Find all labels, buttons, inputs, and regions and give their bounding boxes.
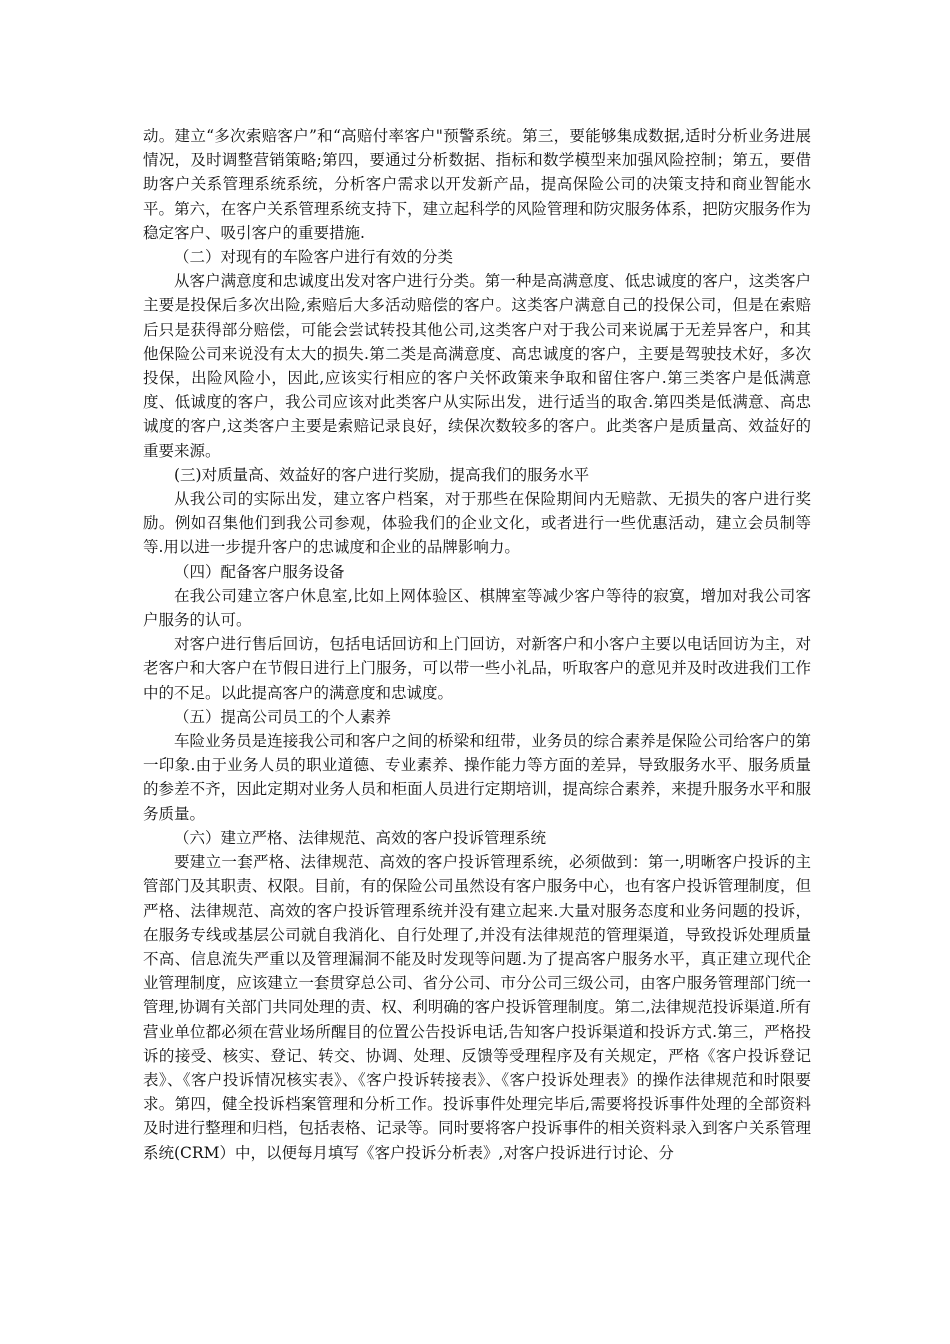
paragraph-staff: 车险业务员是连接我公司和客户之间的桥梁和纽带，业务员的综合素养是保险公司给客户的第一印象.由于业务人员的职业道德、专业素养、操作能力等方面的差异，导致服务水平、服务质量的参差不齐，因此定期对业务人员和柜面人员进行定期培训，提高综合素养，来提升服务水平和服务质量。 bbox=[143, 732, 811, 823]
paragraph-lounge: 在我公司建立客户休息室,比如上网体验区、棋牌室等减少客户等待的寂寞，增加对我公司客户服务的认可。 bbox=[143, 586, 811, 630]
paragraph-followup: 对客户进行售后回访，包括电话回访和上门回访，对新客户和小客户主要以电话回访为主，对老客户和大客户在节假日进行上门服务，可以带一些小礼品，听取客户的意见并及时改进我们工作中的不足。以此提高客户的满意度和忠诚度。 bbox=[143, 635, 811, 702]
document-page bbox=[143, 124, 811, 1165]
paragraph-classification: 从客户满意度和忠诚度出发对客户进行分类。第一种是高满意度、低忠诚度的客户，这类客户主要是投保后多次出险,索赔后大多活动赔偿的客户。这类客户满意自己的投保公司，但是在索赔后只是获得部分赔偿，可能会尝试转投其他公司,这类客户对于我公司来说属于无差异客户，和其他保险公司来说没有太大的损失.第二类是高满意度、高忠诚度的客户，主要是驾驶技术好，多次投保，出险风险小，因此,应该实行相应的客户关怀政策来争取和留住客户.第三类客户是低满意度、低诚度的客户，我公司应该对此类客户从实际出发，进行适当的取舍.第四类是低满意、高忠诚度的客户,这类客户主要是索赔记录良好，续保次数较多的客户。此类客户是质量高、效益好的重要来源。 bbox=[143, 272, 811, 460]
paragraph-complaints: 要建立一套严格、法律规范、高效的客户投诉管理系统，必须做到：第一,明晰客户投诉的主管部门及其职责、权限。目前，有的保险公司虽然设有客户服务中心，也有客户投诉管理制度，但严格、法律规范、高效的客户投诉管理系统并没有建立起来.大量对服务态度和业务问题的投诉，在服务专线或基层公司就自我消化、自行处理了,并没有法律规范的管理渠道，导致投诉处理质量不高、信息流失严重以及管理漏洞不能及时发现等问题.为了提高客户服务水平，真正建立现代企业管理制度，应该建立一套贯穿总公司、省分公司、市分公司三级公司，由客户服务管理部门统一管理,协调有关部门共同处理的责、权、利明确的客户投诉管理制度。第二,法律规范投诉渠道.所有营业单位都必须在营业场所醒目的位置公告投诉电话,告知客户投诉渠道和投诉方式.第三，严格投诉的接受、核实、登记、转交、协调、处理、反馈等受理程序及有关规定，严格《客户投诉登记表》、《客户投诉情况核实表》、《客户投诉转接表》、《客户投诉处理表》的操作法律规范和时限要求。第四，健全投诉档案管理和分析工作。投诉事件处理完毕后,需要将投诉事件处理的全部资料及时进行整理和归档，包括表格、记录等。同时要将客户投诉事件的相关资料录入到客户关系管理系统(CRM）中，以便每月填写《客户投诉分析表》,对客户投诉进行讨论、分 bbox=[143, 853, 811, 1162]
section-heading-2: （二）对现有的车险客户进行有效的分类 bbox=[174, 248, 454, 267]
paragraph-rewards: 从我公司的实际出发，建立客户档案，对于那些在保险期间内无赔款、无损失的客户进行奖励。例如召集他们到我公司参观，体验我们的企业文化，或者进行一些优惠活动，建立会员制等等.用以进一步提升客户的忠诚度和企业的品牌影响力。 bbox=[143, 490, 811, 557]
paragraph-continuation: 动。建立“多次索赔客户”和“高赔付率客户"预警系统。第三，要能够集成数据,适时分析业务进展情况，及时调整营销策略;第四，要通过分析数据、指标和数学模型来加强风险控制；第五，要借助客户关系管理系统系统，分析客户需求以开发新产品，提高保险公司的决策支持和商业智能水平。第六，在客户关系管理系统支持下，建立起科学的风险管理和防灾服务体系，把防灾服务作为稳定客户、吸引客户的重要措施. bbox=[143, 127, 811, 242]
section-heading-4: （四）配备客户服务设备 bbox=[174, 562, 345, 581]
section-heading-5: （五）提高公司员工的个人素养 bbox=[174, 707, 392, 726]
section-heading-6: （六）建立严格、法律规范、高效的客户投诉管理系统 bbox=[174, 828, 547, 847]
section-heading-3: (三)对质量高、效益好的客户进行奖励，提高我们的服务水平 bbox=[174, 465, 590, 484]
